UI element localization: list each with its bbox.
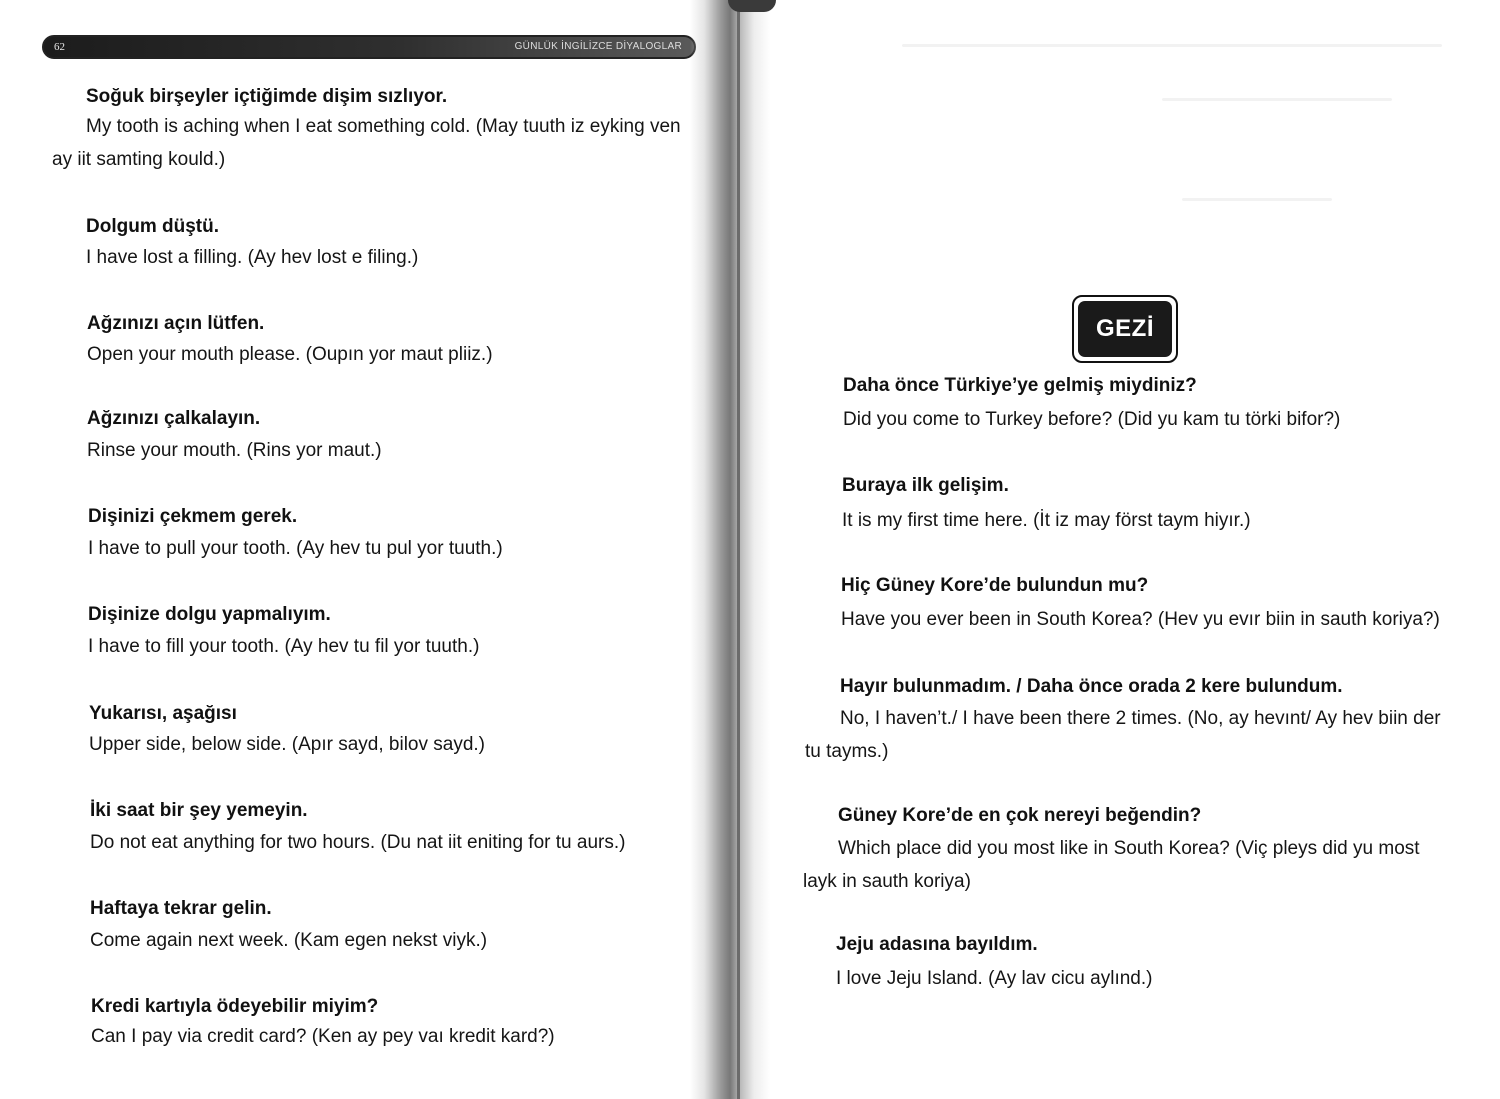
entry-turkish: Hiç Güney Kore’de bulundun mu? [841, 575, 1149, 596]
entry-english: Do not eat anything for two hours. (Du nat iit eniting for tu aurs.) [90, 832, 626, 853]
entry-turkish: Ağzınızı çalkalayın. [87, 408, 261, 429]
entry-english: It is my first time here. (İt iz may först taym hiyır.) [842, 510, 1251, 531]
right-page [742, 0, 1500, 1099]
entry-english: Have you ever been in South Korea? (Hev yu evır biin in sauth koriya?) [841, 609, 1440, 630]
running-title: GÜNLÜK İNGİLİZCE DİYALOGLAR [514, 41, 682, 52]
entry-english: Which place did you most like in South Korea? (Viç pleys did yu most layk in sauth koriya) [803, 838, 1420, 892]
entry-english: Can I pay via credit card? (Ken ay pey vaı kredit kard?) [91, 1026, 555, 1047]
entry-english: I have to fill your tooth. (Ay hev tu fil yor tuuth.) [88, 636, 480, 657]
entry-turkish: Dişinizi çekmem gerek. [88, 506, 298, 527]
bleed-through-mark [902, 44, 1442, 47]
bleed-through-mark [1182, 198, 1332, 201]
page-number: 62 [54, 41, 65, 53]
entry-turkish: İki saat bir şey yemeyin. [90, 800, 308, 821]
entry-turkish: Ağzınızı açın lütfen. [87, 313, 265, 334]
entry-turkish: Haftaya tekrar gelin. [90, 898, 272, 919]
entry-turkish: Daha önce Türkiye’ye gelmiş miydiniz? [843, 375, 1197, 396]
entry-english: I have to pull your tooth. (Ay hev tu pul yor tuuth.) [88, 538, 503, 559]
entry-turkish: Yukarısı, aşağısı [89, 703, 237, 724]
book-spine-line [737, 0, 740, 1099]
entry-english: Upper side, below side. (Apır sayd, bilov sayd.) [89, 734, 486, 755]
entry-turkish: Dişinize dolgu yapmalıyım. [88, 604, 331, 625]
entry-english: Open your mouth please. (Oupın yor maut pliiz.) [87, 344, 493, 365]
entry-english: No, I haven’t./ I have been there 2 times. (No, ay hevınt/ Ay hev biin der tu tayms.) [805, 708, 1441, 762]
entry-english: I have lost a filling. (Ay hev lost e filing.) [86, 247, 419, 268]
bleed-through-mark [1162, 98, 1392, 101]
left-page [0, 0, 712, 1099]
entry-english: Come again next week. (Kam egen nekst viyk.) [90, 930, 488, 951]
section-heading-box [1072, 295, 1178, 363]
entry-turkish: Dolgum düştü. [86, 216, 219, 237]
section-heading: GEZİ [1078, 301, 1172, 357]
entry-english: I love Jeju Island. (Ay lav cicu aylınd.) [836, 968, 1153, 989]
entry-turkish: Kredi kartıyla ödeyebilir miyim? [91, 996, 379, 1017]
page-header-bar [42, 35, 696, 59]
entry-english: Rinse your mouth. (Rins yor maut.) [87, 440, 382, 461]
entry-turkish: Buraya ilk gelişim. [842, 475, 1009, 496]
entry-turkish: Soğuk birşeyler içtiğimde dişim sızlıyor. [86, 86, 448, 107]
entry-english: My tooth is aching when I eat something cold. (May tuuth iz eyking ven ay iit samting kould.) [52, 116, 681, 170]
entry-turkish: Jeju adasına bayıldım. [836, 934, 1038, 955]
entry-turkish: Hayır bulunmadım. / Daha önce orada 2 kere bulundum. [840, 676, 1343, 697]
entry-english: Did you come to Turkey before? (Did yu kam tu törki bifor?) [843, 409, 1341, 430]
entry-turkish: Güney Kore’de en çok nereyi beğendin? [838, 805, 1202, 826]
